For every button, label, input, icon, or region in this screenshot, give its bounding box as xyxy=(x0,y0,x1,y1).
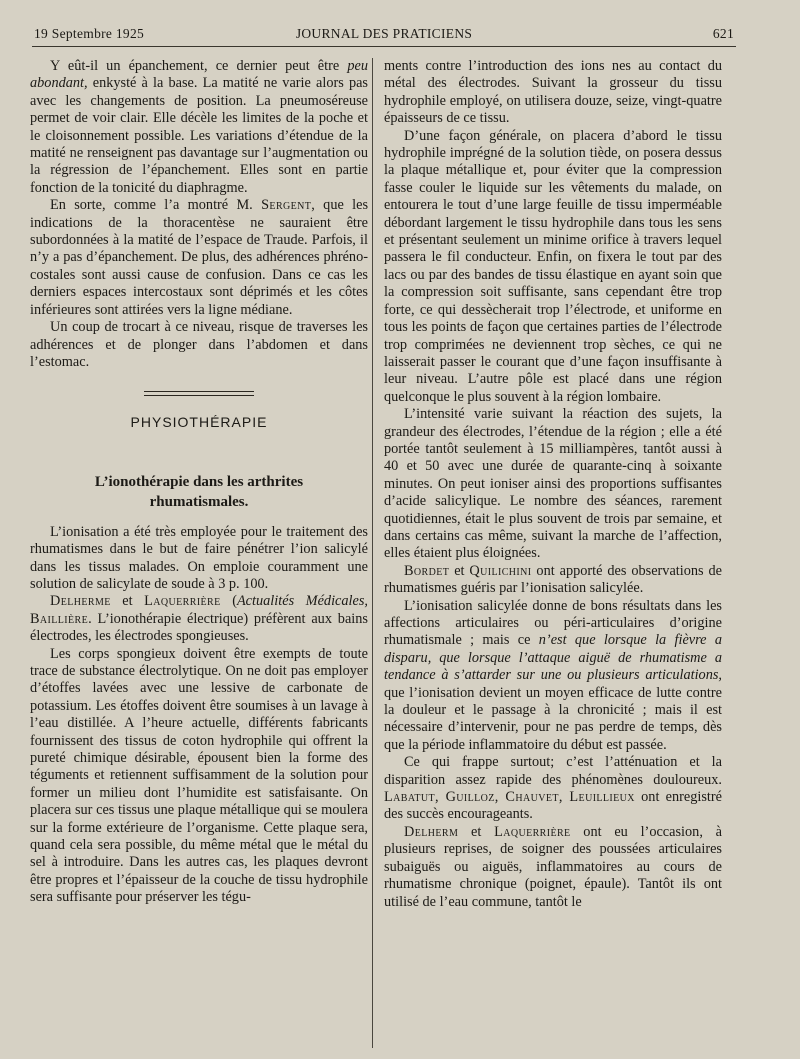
running-header xyxy=(34,22,734,42)
paragraph: Delherme et Laquerrière (Actualités Médicales, Baillière. L’ionothérapie électrique) préfèrent aux bains électrodes, les électrodes spongieuses. xyxy=(30,593,368,645)
citation: Actualités Médicales, xyxy=(236,593,368,610)
left-column xyxy=(30,58,368,907)
paragraph: L’ionisation a été très employée pour le traitement des rhumatismes dans le but de faire pénétrer l’ion salicylé dans les tissus malades. On emploie couramment une solution de salicylate de soude à 3 p. 100. xyxy=(30,523,368,592)
paragraph: Delherm et Laquerrière ont eu l’occasion, à plusieurs reprises, de soigner des poussées articulaires subaiguës ou aiguës, inflammatoires au cours de rhumatisme chronique (poignet, épaule). Tantôt ils ont utilisé de l’eau commune, tantôt le xyxy=(384,823,723,910)
section-heading: PHYSIOTHÉRAPIE xyxy=(130,414,268,431)
author-name: Delherm xyxy=(404,823,459,840)
paragraph: En sorte, comme l’a montré M. Sergent, que les indications de la thoracentèse ne sauraient être subordonnées à la matité de l’espace de Traude. Parfois, il n’y a pas d’épanchement. De plus, des adhérences phréno-costales sont aussi cause de confusion. Dans ce cas les derniers espaces intercostaux sont déprimés et les côtes inférieures sont attirées vers la ligne médiane. xyxy=(30,197,369,318)
paragraph: ments contre l’introduction des ions nes au contact du métal des électrodes. Suivant la grosseur du tissu hydrophile employé, on utilisera douze, seize, vingt-quatre épaisseurs de ce tissu. xyxy=(384,58,722,127)
paragraph: Y eût-il un épanchement, ce dernier peut être peu abondant, enkysté à la base. La matité ne varie alors pas avec les changements de position. La pneumoséreuse permet de voir clair. Elle décèle les limites de la poche et le cloisonnement possible. Les variations d’étendue de la matité ne renseignent pas davantage sur l’augmentation ou la régression de l’épanchement. Elles sont en partie fonction de la tonicité du diaphragme. xyxy=(30,58,368,196)
author-name: Laquerrière xyxy=(494,823,571,840)
section-separator xyxy=(144,391,254,396)
author-name: Laquerrière xyxy=(144,593,221,610)
paragraph: D’une façon générale, on placera d’abord le tissu hydrophile imprégné de la solution tiède, on posera dessus la plaque métallique et, pour éviter que la compression fasse couler le liquide sur les vêtements du malade, on entourera le tout d’une large feuille de tissu imperméable débordant largement le tissu hydrophile dans tous les sens et présentant seulement un minime orifice à travers lequel passera le fil conducteur. Enfin, on fixera le tout par des lacs ou par des bandes de tissu élastique en ayant soin que la compression soit suffisante, sans cependant être trop forte, ce qui dessècherait trop l’électrode, et uniforme en tous les points de façon que certaines parties de l’électrode trop comprimées ne deviennent trop sèches, ce qui ne laisserait passer le courant que d’une façon insuffisante à leur niveau. L’autre pôle est placé dans une région quelconque le plus souvent à la région lombaire. xyxy=(384,127,722,405)
author-name: Quilichini xyxy=(469,562,532,579)
issue-date: 19 Septembre 1925 xyxy=(34,26,145,41)
paragraph: Bordet et Quilichini ont apporté des observations de rhumatismes guéris par l’ionisation salicylée. xyxy=(384,562,723,597)
paragraph: Un coup de trocart à ce niveau, risque de traverses les adhérences et de plonger dans l’abdomen et dans l’estomac. xyxy=(30,319,368,370)
paragraph: L’ionisation salicylée donne de bons résultats dans les affections articulaires ou péri-articulaires d’origine rhumatismale ; mais ce n’est que lorsque la fièvre a disparu, que lorsque l’attaque aiguë de rhumatisme a tendance à s’attarder sur une ou plusieurs articulations, que l’ionisation devient un moyen efficace de lutte contre la douleur et le passage à la chronicité ; mais il est nécessaire d’intervenir, pour ne pas perdre de temps, dès que la période inflammatoire du début est passée. xyxy=(384,597,723,753)
page-number: 621 xyxy=(712,26,734,41)
article-title: L’ionothérapie dans les arthrites rhumatismales. xyxy=(94,473,304,510)
author-names: Labatut, Guilloz, Chauvet, Leuillieux xyxy=(384,789,635,806)
emphasis: peu abondant, xyxy=(30,58,368,92)
column-divider xyxy=(372,58,373,1048)
publisher-name: Baillière xyxy=(30,610,89,627)
header-rule xyxy=(32,46,736,47)
author-name: Bordet xyxy=(404,562,450,579)
journal-title: JOURNAL DES PRATICIENS xyxy=(295,26,473,41)
paragraph: L’intensité varie suivant la réaction des sujets, la grandeur des électrodes, l’étendue de la région ; elle a été portée tantôt seulement à 15 milliampères, tantôt aussi à 40 et 50 avec une durée de quarante-cinq à soixante minutes. On peut ioniser ainsi des proportions suffisantes d’acide salicylique. Le nombre des séances, rarement quotidiennes, était le plus souvent de trois par semaine, et dans certains cas même, suivant la marche de l’affection, elles étaient plus éloignées. xyxy=(384,406,722,562)
emphasis: n’est que lorsque la fièvre a disparu, que lorsque l’attaque aiguë de rhumatisme a tendance à s’attarder sur une ou plusieurs articulations, xyxy=(384,632,723,684)
right-column xyxy=(384,58,722,911)
paragraph: Ce qui frappe surtout; c’est l’atténuation et la disparition assez rapide des phénomènes douloureux. Labatut, Guilloz, Chauvet, Leuillieux ont enregistré des succès encourageants. xyxy=(384,754,722,823)
author-name: Delherme xyxy=(50,593,111,610)
author-name: Sergent xyxy=(261,197,312,214)
paragraph: Les corps spongieux doivent être exempts de toute trace de substance électrolytique. On ne doit pas employer d’étoffes lavées avec une lessive de carbonate de potassium. Les étoffes doivent être soumises à un lavage à l’eau distillée. A l’heure actuelle, différents fabricants fournissent des tissus de coton hydrophile qui offrent la pureté chimique désirable, épousent bien la forme des téguments et retiennent suffisamment de la solution pour former un milieu dont l’humidite est satisfaisante. On placera sur ces tissus une plaque métallique qui se moulera sur la forme extérieure de l’organisme. Cette plaque sera, quand cela sera possible, du même métal que le métal du sel à introduire. Dans les autres cas, les plaques devront être propres et l’épaisseur de la couche de tissu hydrophile sera suffisante pour préserver les tégu- xyxy=(30,645,368,906)
